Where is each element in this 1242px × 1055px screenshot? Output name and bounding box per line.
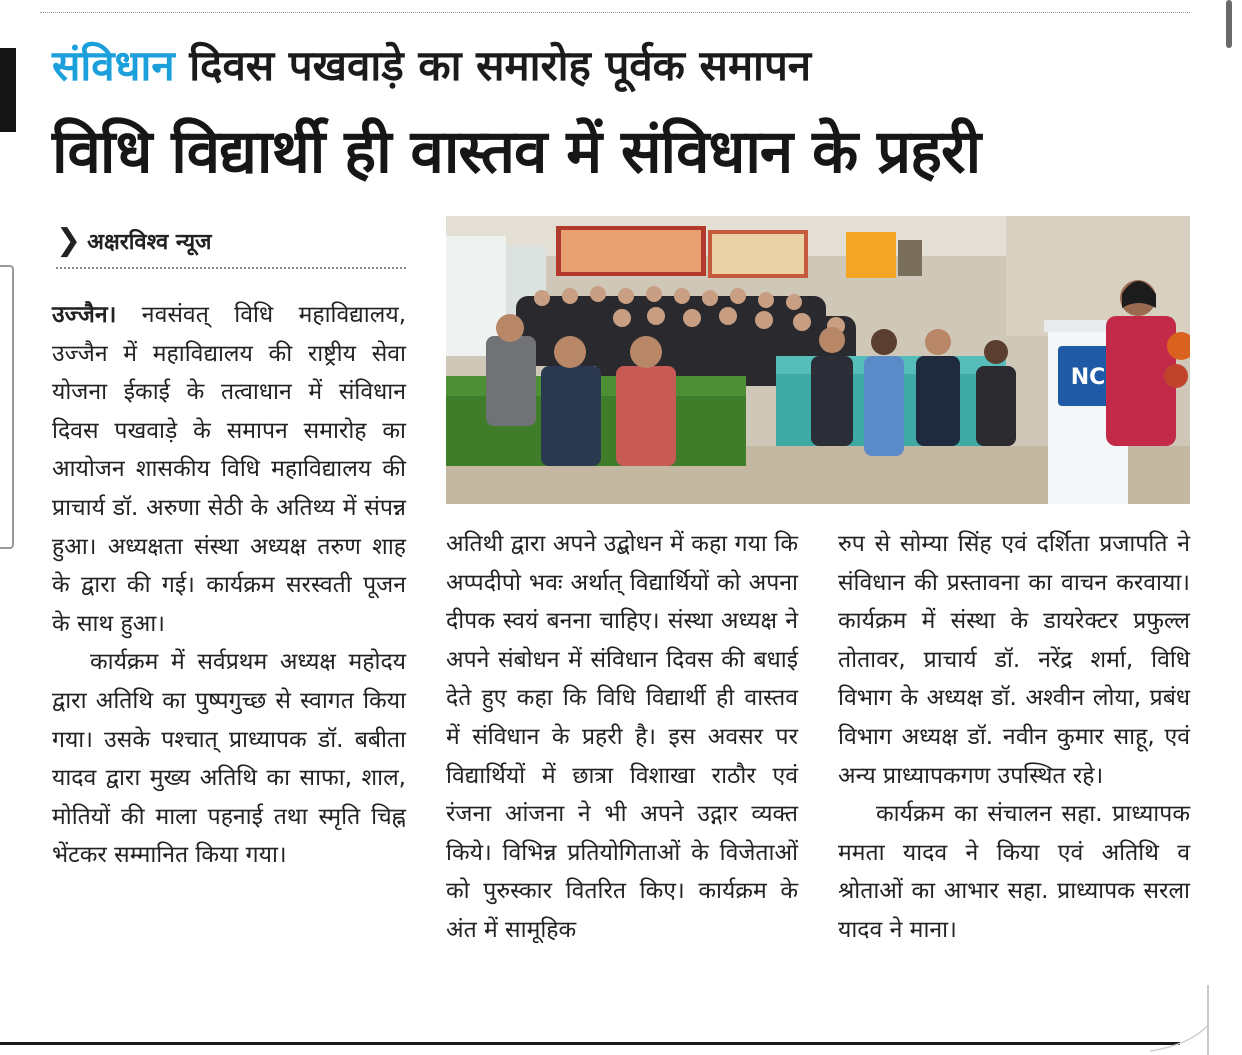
paragraph: कार्यक्रम का संचालन सहा. प्राध्यापक ममता यादव ने किया एवं अतिथि व श्रोताओं का आभार सहा. प्राध्यापक सरला यादव ने माना।: [838, 801, 1190, 943]
event-photo: [446, 216, 1190, 504]
paragraph: कार्यक्रम में सर्वप्रथम अध्यक्ष महोदय द्वारा अतिथि का पुष्पगुच्छ से स्वागत किया गया। उसके पश्चात् प्राध्यापक डॉ. बबीता यादव द्वारा मुख्य अतिथि का साफा, शाल, मोतियों की माला पहनाई तथा स्मृति चिह्न भेंटकर सम्मानित किया गया।: [52, 649, 406, 869]
podium-logo: NC: [1070, 365, 1106, 390]
bottom-rule: [0, 1042, 1180, 1045]
byline: [56, 218, 406, 264]
article-headline: विधि विद्यार्थी ही वास्तव में संविधान के प्रहरी: [52, 117, 981, 187]
kicker-highlight: संविधान: [52, 41, 175, 90]
scrollbar-thumb[interactable]: [1226, 0, 1232, 48]
article-column-3: [838, 525, 1190, 950]
byline-divider: [56, 267, 406, 269]
byline-chevron-icon: ❯: [56, 223, 82, 258]
adjacent-column-fragment: [0, 48, 16, 132]
article-kicker: [52, 36, 1192, 96]
page-curl-shadow: [1150, 985, 1210, 1055]
paragraph: रुप से सोम्या सिंह एवं दर्शिता प्रजापति ने संविधान की प्रस्तावना का वाचन करवाया। कार्यक्रम में संस्था के डायरेक्टर प्रफुल्ल तोतावर, प्राचार्य डॉ. नरेंद्र शर्मा, विधि विभाग के अध्यक्ष डॉ. अश्वीन लोया, प्रबंध विभाग अध्यक्ष डॉ. नवीन कुमार साहू, एवं अन्य प्राध्यापकगण उपस्थित रहे।: [838, 531, 1190, 789]
byline-source: अक्षरविश्व न्यूज: [87, 230, 212, 255]
paragraph-text: नवसंवत् विधि महाविद्यालय, उज्जैन में महाविद्यालय की राष्ट्रीय सेवा योजना ईकाई के तत्वाधान में संविधान दिवस पखवाड़े के समापन समारोह का आयोजन शासकीय विधि महाविद्यालय की प्राचार्य डॉ. अरुणा सेठी के अतिथ्य में संपन्न हुआ। अध्यक्षता संस्था अध्यक्ष तरुण शाह के द्वारा की गई। कार्यक्रम सरस्वती पूजन के साथ हुआ।: [52, 302, 406, 637]
article-column-2: [446, 525, 798, 950]
top-dotted-rule: [40, 12, 1190, 13]
kicker-text: दिवस पखवाड़े का समारोह पूर्वक समापन: [174, 41, 812, 90]
article-column-1: [52, 296, 406, 875]
paragraph: [52, 296, 406, 643]
dateline: उज्जैन।: [52, 302, 117, 328]
paragraph: अतिथी द्वारा अपने उद्बोधन में कहा गया कि अप्पदीपो भवः अर्थात् विद्यार्थियों को अपना दीपक स्वयं बनना चाहिए। संस्था अध्यक्ष ने अपने संबोधन में संविधान दिवस की बधाई देते हुए कहा कि विधि विद्यार्थी ही वास्तव में संविधान के प्रहरी है। इस अवसर पर विद्यार्थियों में छात्रा विशाखा राठौर एवं रंजना आंजना ने भी अपने उद्गार व्यक्त किये। विभिन्न प्रतियोगिताओं के विजेताओं को पुरुस्कार वितरित किए। कार्यक्रम के अंत में सामूहिक: [446, 531, 798, 943]
adjacent-article-border: [0, 265, 14, 549]
